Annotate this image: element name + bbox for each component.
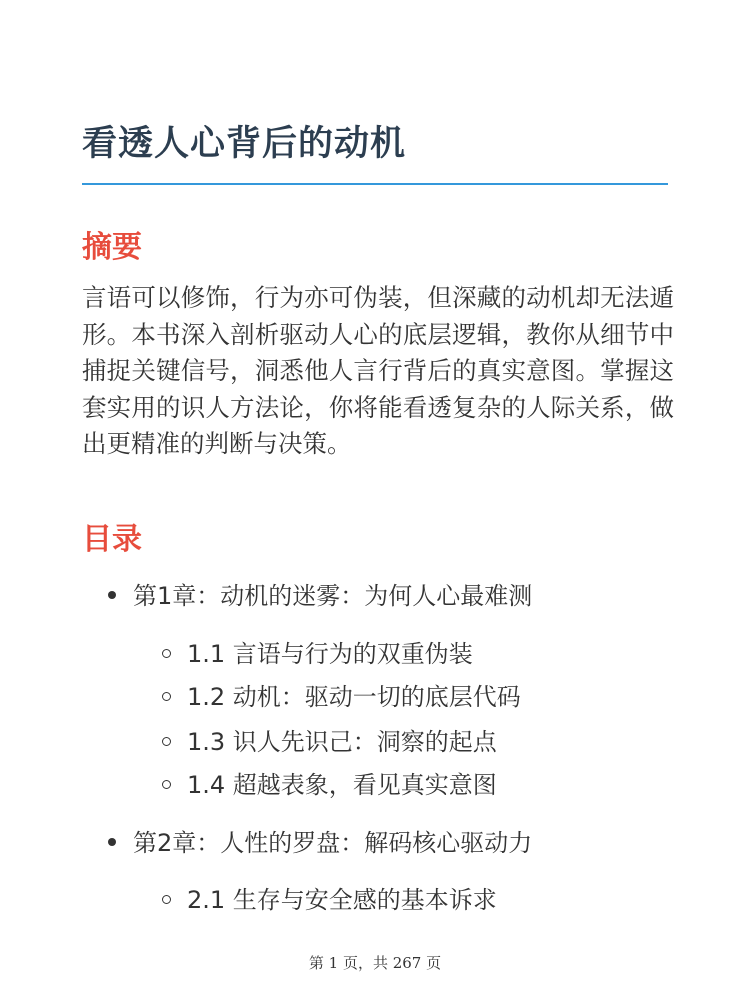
bullet-circle-icon	[162, 895, 171, 904]
toc-section-1-3	[162, 726, 497, 758]
toc-section-2-1	[162, 884, 497, 916]
toc-item-label: 2.1 生存与安全感的基本诉求	[187, 886, 497, 914]
bullet-dot-icon	[108, 591, 116, 599]
document-title: 看透人心背后的动机	[82, 124, 407, 164]
toc-item-label: 1.2 动机：驱动一切的底层代码	[187, 683, 521, 711]
toc-section-1-1	[162, 638, 473, 670]
toc-section-1-4	[162, 769, 497, 801]
toc-item-label: 第2章：人性的罗盘：解码核心驱动力	[133, 829, 533, 857]
abstract-text: 言语可以修饰，行为亦可伪装，但深藏的动机却无法遁形。本书深入剖析驱动人心的底层逻辑，教你从细节中捕捉关键信号，洞悉他人言行背后的真实意图。掌握这套实用的识人方法论，你将能看透复杂的人际关系，做出更精准的判断与决策。	[82, 283, 674, 458]
bullet-circle-icon	[162, 737, 171, 746]
toc-item-label: 1.1 言语与行为的双重伪装	[187, 640, 473, 668]
bullet-circle-icon	[162, 780, 171, 789]
toc-item-label: 1.3 识人先识己：洞察的起点	[187, 728, 497, 756]
page-footer: 第 1 页，共 267 页	[308, 954, 442, 972]
bullet-dot-icon	[108, 838, 116, 846]
toc-section-1-2	[162, 681, 521, 713]
bullet-circle-icon	[162, 692, 171, 701]
toc-heading: 目录	[82, 522, 142, 557]
abstract-heading: 摘要	[82, 230, 142, 265]
toc-chapter-2	[108, 827, 532, 859]
toc-item-label: 1.4 超越表象，看见真实意图	[187, 771, 497, 799]
toc-item-label: 第1章：动机的迷雾：为何人心最难测	[133, 582, 533, 610]
title-divider	[82, 183, 668, 185]
bullet-circle-icon	[162, 649, 171, 658]
toc-chapter-1	[108, 580, 532, 612]
